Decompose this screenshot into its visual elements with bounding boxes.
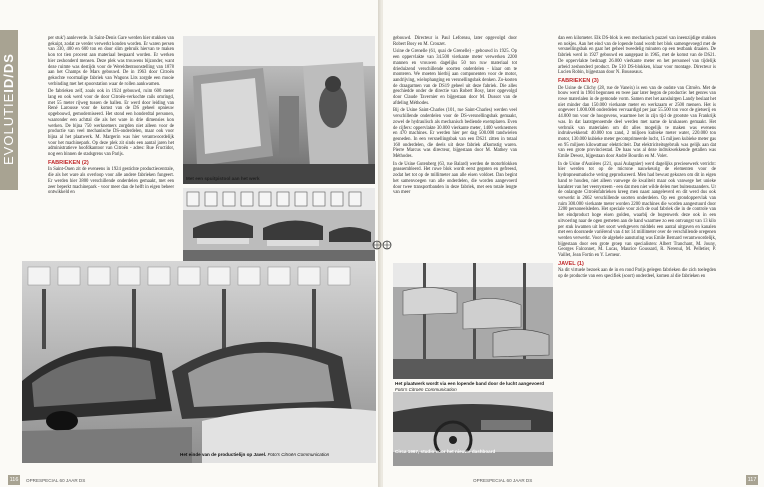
- right-column-2: [558, 36, 716, 282]
- photo-production-line-end: [22, 261, 376, 463]
- left-page: [0, 0, 380, 487]
- paragraph: De Usine de Clichy (28, rue de Vaneix) is een van de oudste van Citroën. Met de bouw werd in 1904 begonnen en twee jaar later begon de productie: het genres van rowe materialen in de gemonde vorm. Samen met het aansluitgen Landy beslaat het niet minder dan 150.000 vierkante meter en werkzaam er 2500 mensen. Het is ongeveer 1.000.000 onderdelen vervaardigd per jaar 55.500 ton voor de gietserij en 44.000 ton voor de hoogovens, waarmee het in zijn tijd de grootste van Frankrijk was. In dat laatstgenoemde deel werden met name de krukassen gemaakt. Het verbruik van materialen om dit alles mogelijk te maken was evenens indrukwekkend: 40.000 ton zand, 2 miljoen kubieke meter water, 220.000 ton motor, 130.000 kubieke meter gecomprimeerde lucht, 15 miljoen kubieke meter gas en 95 miljoen kilowattuur elektriciteit. Dat elektriciteitsgebruik was gelijk aan dat van een grote provinciestad. De baas was al deze indrukwekkende getallen was Emile Dewez, bijgestaan door André Bourdin en M. Volet.: [558, 85, 716, 160]
- caption-dashboard: [395, 449, 545, 455]
- paragraph: dan een kilometer. Elk DS-blok is een mechanisch puzzel van ineenzijdige stukken en nokjes. Aan het eind van de lopende band wordt het blok samengevoegd met de versnellingsbak en gaat het geheel tweedelig minuten op een testbank draaien. De fabriek werd in 1927 gebouwd en aangepast in 1965, met de komst van de DS21. De oppervlakte bedraagt 26.000 vierkante meter en het personeel van tijdelijk arbeid zeshonderd product. De 510 DS-blokken, klaar voor montage. Directeur is Lucien Robin, bijgestaan door N. Bousseaux.: [558, 36, 716, 76]
- paragraph: In Saint-Ouen zit de eveneens in 1924 gestichte productiecentrale, die als het ware als overloop voor alle andere fabrieken fungeert. Er werden hier 3800 verschillende onderdelen gemaakt, met een zeer beperkt machinepark - voor meer dan de helft in eigen beheer ontwikkeld en: [48, 167, 174, 196]
- section-sidebar-tab: [0, 30, 18, 190]
- section-label-bold: ID/DS: [1, 53, 16, 93]
- photo-dashboard-image: [393, 392, 553, 466]
- paragraph: per stuk') aanleverde. In Saint-Denis Gare werden hier stukken van gekuipt, zodat ze verder verwerkt konden worden. Er waren persen van 330, 400 en 600 ton en door slim gebruik hiervan te maken kon tot tien procent aan materiaal bespaard worden. Er werken hier zeshonderd mensen. Deze plek was trouwens bijzonder, want deze ruimte was destijds voor de Wereldtentoonstelling van 1878 aan het Champs de Mars gebouwd. De in 1963 door Citroën gekochte voormalige fabriek van Wagons Lits zorgde een mooie verbinding met het spoorstation waar de rollen aankwamen.: [48, 36, 174, 87]
- paragraph: De fabrieken zelf, zoals ook in 1924 gebouwd, ruim 600 meter lang en ook werd voor de door Citroën-verkochte rails omringd, met 55 meter rijweg tussen de hallen. Er werd door leiding van René Larousse voor de komst van de DS geheel opnieuw opgebouwd, gemoderniseerd. Het stond een honderdtal personen, waaronder een achttal die als het ware in drie dimensies kon werken. De bijna 750 werknemers zorgden niet alleen voor de productie van veel mechanische DS-onderdelen, maar ook voor bijna al het plaatwerk. M. Margerin was hier verantwoordelijk voor het machinepark. Op deze plek zit sinds een aantal jaren het administratieve hoofdkantoor van Citroën - adres: Rue Fructidor, nog een binnen de stadsgrens van Parijs.: [48, 89, 174, 158]
- section-label: [0, 38, 18, 180]
- left-column-1: [48, 36, 174, 198]
- heading-fabrieken-2: FABRIEKEN (2): [48, 159, 89, 166]
- photo-bodywork-line: [393, 263, 553, 379]
- photo-1967-line-image: [183, 188, 375, 266]
- caption-dashboard-text: Circa 1967, studio voor het nieuwe dashboard: [395, 449, 496, 454]
- photo-spray-gun: [183, 36, 375, 184]
- photo-dashboard: [393, 392, 553, 466]
- right-column-1: [393, 36, 517, 198]
- paragraph: In de Usine d'Asnières (221, quai Aulagnier) werd dagelijks preciesewerk verricht: hier werden tot op de microne nauwkeurig de elementen voor de hydropneumatische vering geproduceerd. Men had bewust gekozen om dit in eigen hand te houden, niet alleen vanwege de kwaliteit maar ook vanwege het unieke karakter van het veersysteem - een dat men niet wilde delen met buitenstaanders. Ur de onlangste Citroënfabrieken kreeg men naast aangeleverd en dit werd dus ook verwerkt in 2662 verschillende soorten onderdelen. Op een grondoppervlak van ruim 300.000 vierkante meter worden 2200 machines die worden aangestuurd door 2200 personeelsleden. Het speciale voor zich de oud fabriek die in de controle van het eindproduct hoge eisen golden, waarbij de bogenwerk deze ook in een uitvoering naar de ogen gemeten aan de hand waarmee zo een ontvangst van 13 kilo per stuk kwamen uit het soort werkgevers middels een aantal uitgaven en kanalen met een doorsnede variërend van 4 tot 14 millimeter over de verschillende oregenen werden verwerkt. Voor de algehele aansturing was Emile Bernard verantwoordelijk, bijgestaan door een grote groep van specialisten: Albert Tranchant, M. Jouny, Georges Falconnet, M. Lucas, Maurice Goussard, R. Nerenul, M. Pelletier, P. Vaillet, Jean Fortin en Y. Lemeur.: [558, 161, 717, 259]
- photo-1967-line: [183, 188, 375, 266]
- caption-bodywork: [395, 381, 555, 392]
- paragraph: Bij de Usine Saint-Charles (101, rue Saint-Charles) werden veel verschillende onderdelen voor de DS-versnellingsbak gemaakt, zowel de hydraulisch als mechanisch bediende exemplaren. Even de cijfers: oppervlakte 30.000 vierkante meter, 1400 werknemers en 470 machines. Er werden hier per dag 500.000 tandwielen gesneden. In een versnellingsbak van een DS21 zitten in totaal 160 onderdelen, die deels uit deze fabriek afkomstig waren. Pierre Marcus was directeur, bijgestaan door M. Mathey van Méthodes.: [393, 108, 517, 160]
- photo-bodywork-line-image: [393, 263, 553, 379]
- right-page: [383, 0, 764, 487]
- caption-spray-gun: [186, 176, 346, 182]
- caption-bodywork-credit: Foto's Citroën Communication: [395, 386, 457, 392]
- caption-line-end-text: Het einde van de productielijn op Javel.: [180, 452, 267, 457]
- caption-line-end-credit: Foto's Citroën Communication: [267, 452, 330, 457]
- registration-mark-icon: [371, 240, 393, 250]
- left-footer: OPRESPECIAL 60 JAAR DS: [26, 478, 86, 483]
- caption-bodywork-text: Het plaatwerk wordt via een lopende band door de lucht aangevoerd: [395, 381, 545, 386]
- right-footer: OPRESPECIAL 60 JAAR DS: [473, 478, 533, 483]
- left-page-number: 116: [9, 477, 19, 483]
- paragraph: gebouwd. Directeur is Paul Leforeau, later opgevolgd door Robert Bosy en M. Crouzet.: [393, 36, 517, 47]
- section-label-light: EVOLUTIE: [1, 92, 16, 165]
- caption-line-end: [180, 452, 376, 458]
- paragraph: Na dit virtuele bezoek aan de in en rond Parijs gelegen fabrieken die zich toelegden op de productie van een specifiek (soort) onderdeel, komen al die fabrieken en: [558, 268, 716, 280]
- paragraph: In de Usine Gutenberg (63, rue Balard) werden de motorblokken geassembleerd. Het ruwe blok wordt eerst gegoten en gefreesd, zodat het tot op de millimeter aan alle eisen voldoet. Dan begint het samenvoegen van alle onderdelen, die worden aangevoerd door twee transportbanden in deze fabriek, met een totale lengte van meer: [393, 161, 517, 196]
- heading-javel-1: JAVEL (1): [558, 260, 584, 267]
- right-edge-tab: [750, 30, 764, 190]
- heading-fabrieken-3: FABRIEKEN (3): [558, 77, 599, 84]
- photo-production-line-end-image: [22, 261, 376, 463]
- right-page-number: 117: [747, 477, 757, 483]
- photo-spray-gun-image: [183, 36, 375, 184]
- paragraph: Usine de Grenelle (61, quai de Grenelle) - gebouwd in 1925. Op een oppervlakte van 34.500 vierkante meter verwerken 2200 mannen en vrouwen dagelijks 50 ton ruw materiaal tot drieduizend verschillende soorten onderdelen - klaar om te monteren. We moeten hierbij aan componenten voor de motor, aandrijving, wielophanging en versnellingsbak denken. Zo-kosten de draagarmen van de DS19 geheel uit deze fabriek. Die alles geschiedde onder de directie van Robert Bosy, later opgevolgd door Claude Tavernier en bijgestaan door M. Dussot van de afdeling Méthodes.: [393, 49, 517, 106]
- caption-spray-gun-text: Met een spuitpistool aan het werk: [186, 176, 260, 181]
